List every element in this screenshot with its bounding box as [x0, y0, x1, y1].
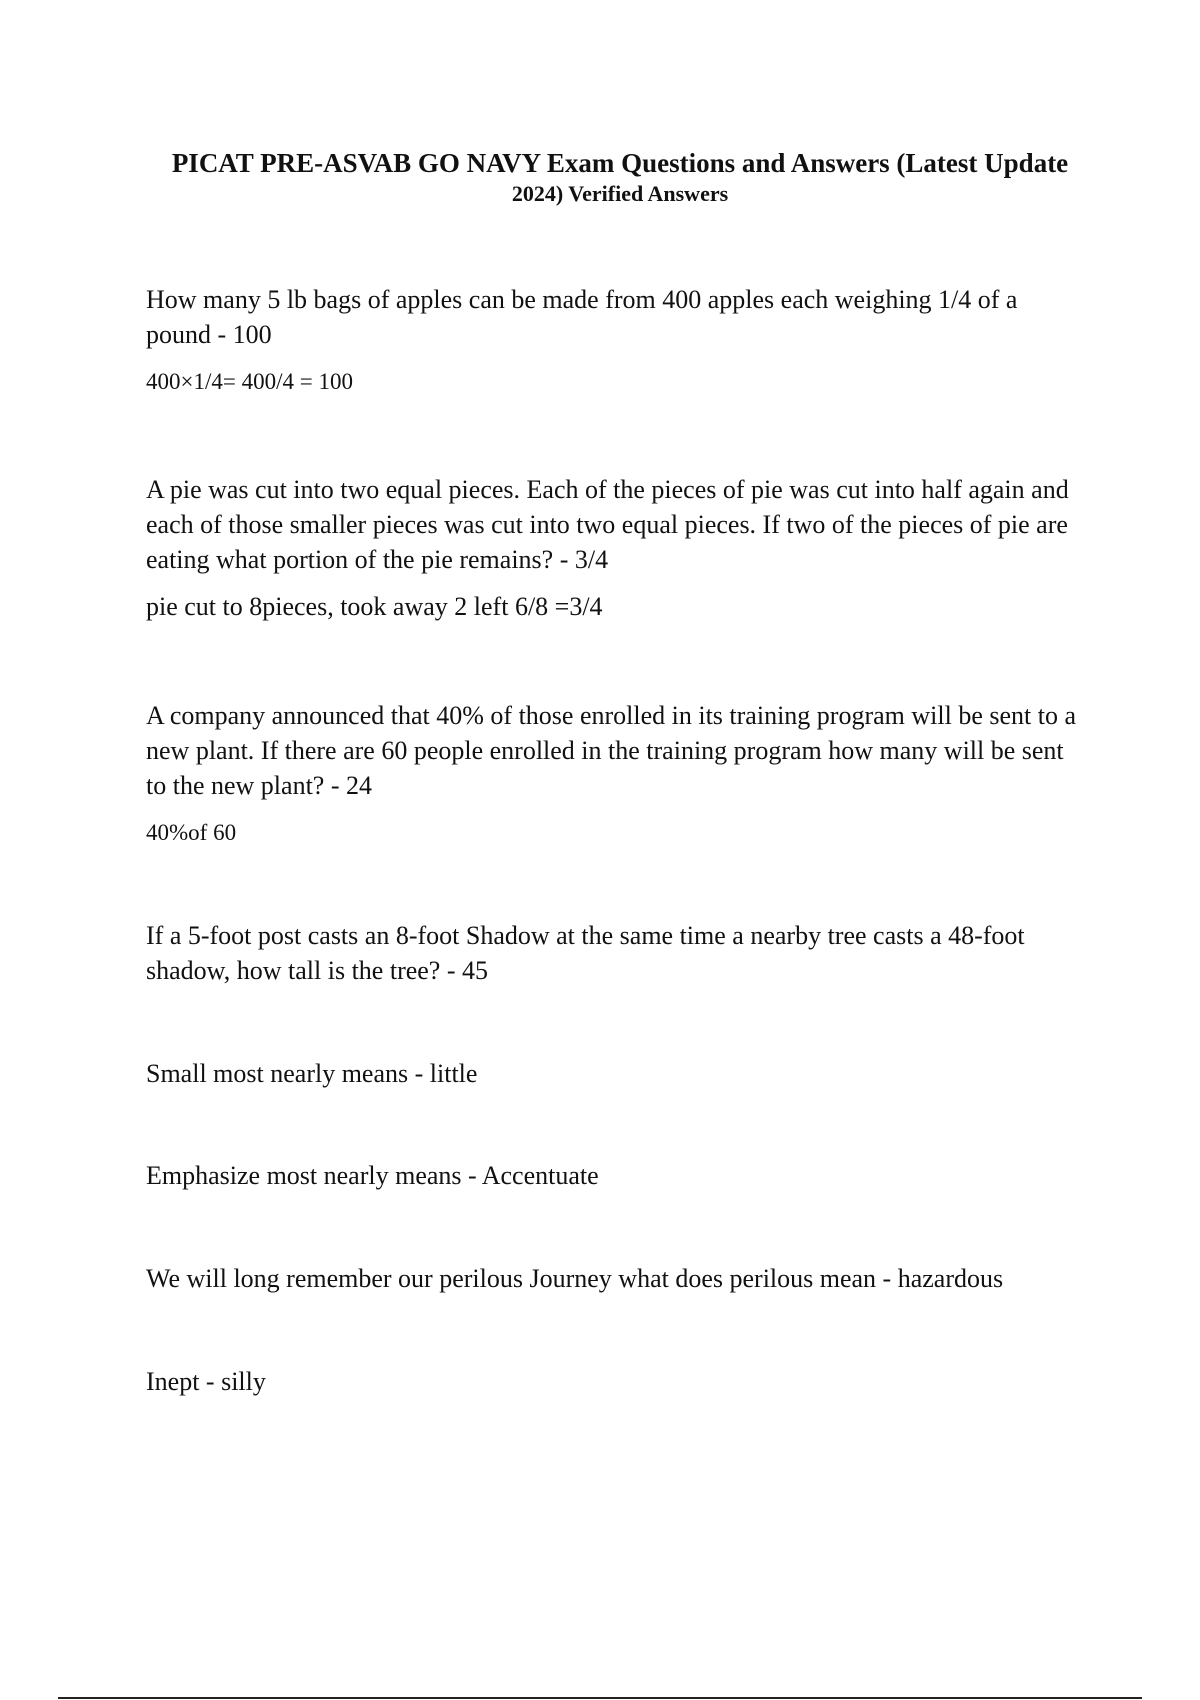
question-text: How many 5 lb bags of apples can be made from 400 apples each weighing 1/4 of a pound - 100 [146, 285, 1018, 349]
question-text: If a 5-foot post casts an 8-foot Shadow at the same time a nearby tree casts a 48-foot shadow, how tall is the tree? - 45 [146, 921, 1025, 985]
question-text: Small most nearly means - little [146, 1059, 478, 1088]
answer-explanation: 400×1/4= 400/4 = 100 [146, 369, 353, 394]
question-text: A pie was cut into two equal pieces. Each of the pieces of pie was cut into half again and each of those smaller pieces was cut into two equal pieces. If two of the pieces of pie are eating what portion of the pie remains? - 3/4 [146, 475, 1069, 574]
qa-item-7 [146, 1261, 1086, 1296]
bottom-divider [58, 1697, 1142, 1699]
answer-explanation: pie cut to 8pieces, took away 2 left 6/8 =3/4 [146, 592, 603, 621]
qa-item-6 [146, 1158, 1086, 1193]
qa-item-2 [146, 472, 1086, 624]
question-text: We will long remember our perilous Journey what does perilous mean - hazardous [146, 1264, 1004, 1293]
qa-item-4 [146, 918, 1086, 988]
qa-item-8 [146, 1364, 1086, 1399]
question-text: Emphasize most nearly means - Accentuate [146, 1161, 599, 1190]
title-line-2: 2024) Verified Answers [511, 181, 729, 206]
answer-explanation: 40%of 60 [146, 820, 237, 845]
qa-item-1 [146, 282, 1086, 399]
question-text: A company announced that 40% of those enrolled in its training program will be sent to a new plant. If there are 60 people enrolled in the training program how many will be sent to the new plant? - 24 [146, 701, 1077, 800]
title-line-1: PICAT PRE-ASVAB GO NAVY Exam Questions and Answers (Latest Update [171, 148, 1069, 178]
document-title [140, 146, 1100, 208]
qa-item-5 [146, 1056, 1086, 1091]
question-text: Inept - silly [146, 1367, 266, 1396]
qa-item-3 [146, 698, 1086, 850]
